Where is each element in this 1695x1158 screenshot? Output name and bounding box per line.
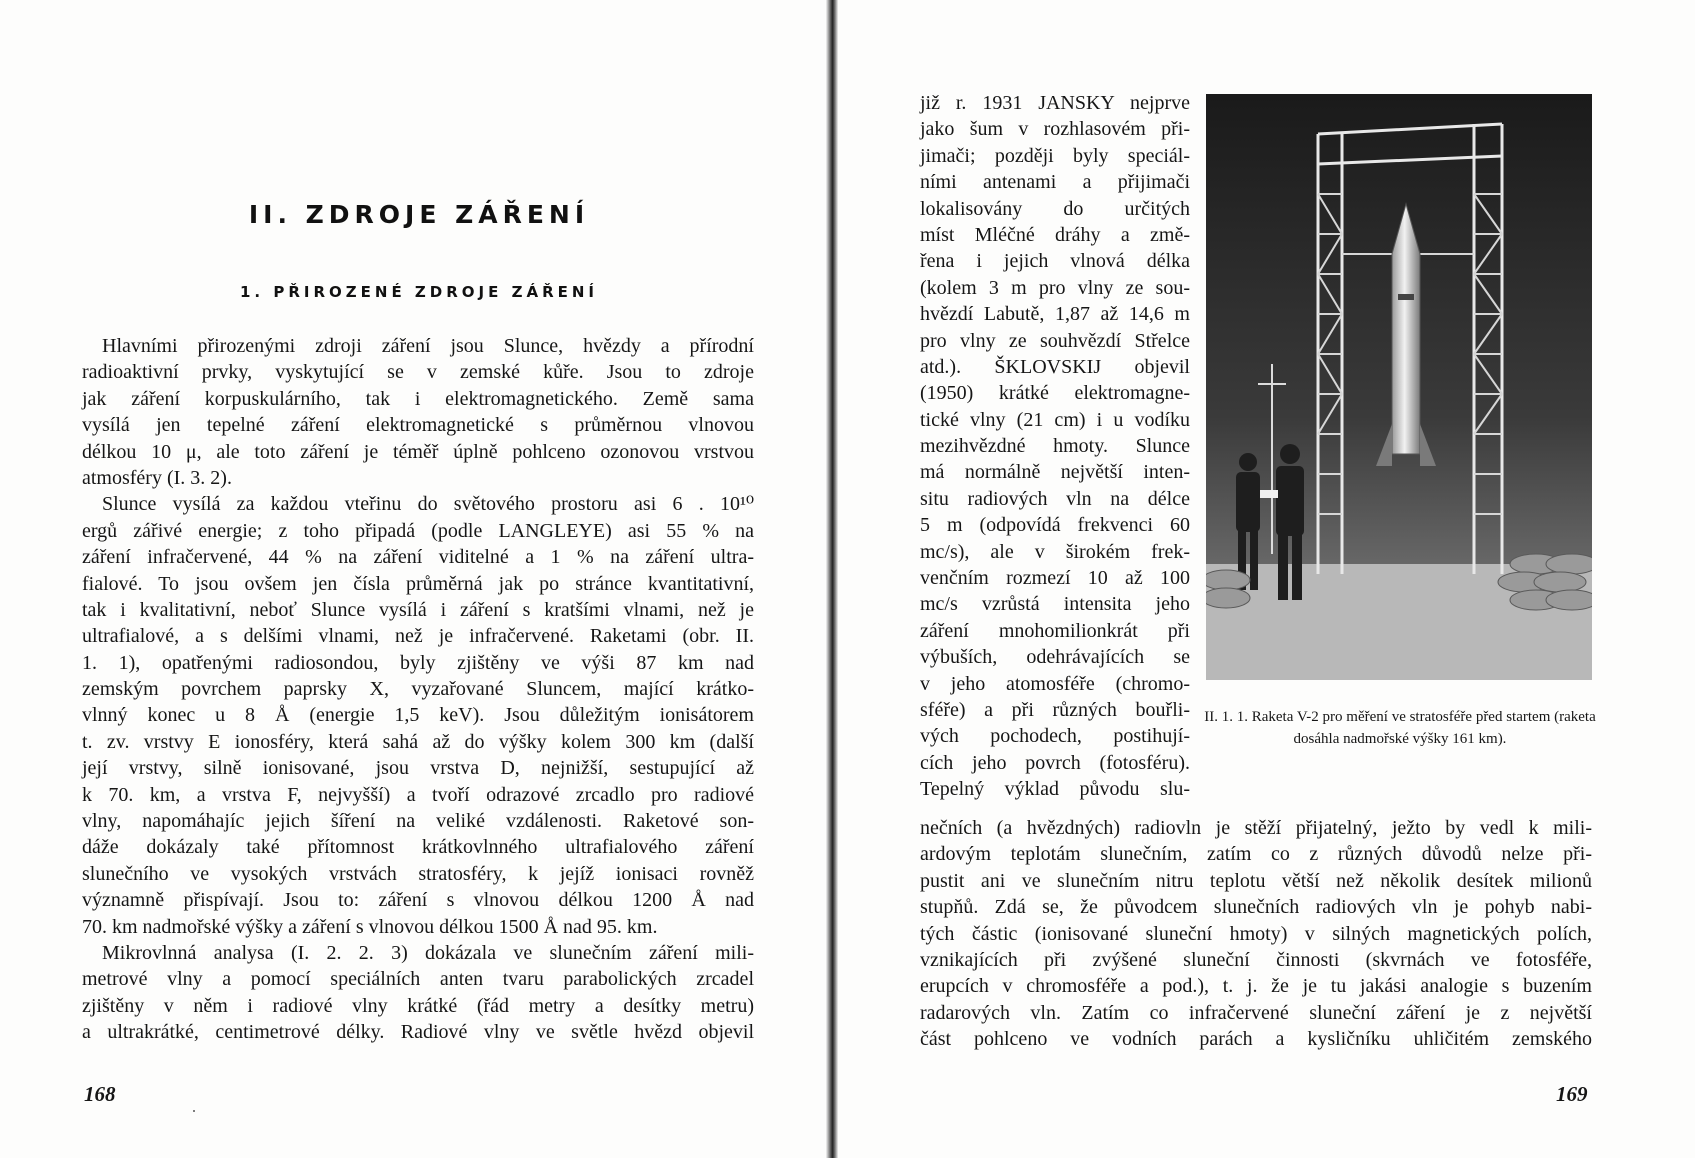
rocket-launch-illustration <box>1206 94 1592 680</box>
text-line: řena i jejich vlnová délka <box>920 250 1190 273</box>
text-line: míst Mléčné dráhy a změ- <box>920 223 1190 246</box>
text-line: stupňů. Zdá se, že původcem slunečních radiových vln je pohyb nabi- <box>920 896 1592 919</box>
text-line: tých částic (ionisované sluneční hmoty) v silných magnetických polích, <box>920 922 1592 945</box>
text-line: ardovým teplotám slunečním, zatím co z různých důvodů nelze při- <box>920 843 1592 866</box>
text-line: a ultrakrátké, centimetrové délky. Radiové vlny ve světle hvězd objevil <box>82 1021 754 1044</box>
text-line: vých pochodech, postihují- <box>920 725 1190 748</box>
text-line: 70. km nadmořské výšky a záření s vlnovou délkou 1500 Å nad 95. km. <box>82 915 658 938</box>
text-line: mezihvězdné hmoty. Slunce <box>920 435 1190 458</box>
text-line: vysílá jen tepelné záření elektromagnetické s průměrnou vlnovou <box>82 414 754 437</box>
figure-caption: II. 1. 1. Raketa V-2 pro měření ve stratosféře před startem (raketa dosáhla nadmořské výšky 161 km). <box>1204 709 1596 747</box>
text-line: venčním rozmezí 10 až 100 <box>920 567 1190 590</box>
rocket-v2-photo <box>1206 94 1592 680</box>
text-line: výbuších, odehrávajících se <box>920 646 1190 669</box>
text-line: tické vlny (21 cm) i u vodíku <box>920 408 1190 431</box>
text-line: t. zv. vrstvy E ionosféry, která sahá až do výšky kolem 300 km (další <box>82 730 754 753</box>
text-line: zjištěny v něm i radiové vlny krátké (řád metry a desítky metru) <box>82 994 754 1017</box>
text-line: ergů zářivé energie; z toho připadá (podle LANGLEYE) asi 55 % na <box>82 519 754 542</box>
text-line: pustit ani ve slunečním nitru teplotu větší než několik desítek milionů <box>920 869 1592 892</box>
text-line: již r. 1931 JANSKY nejprve <box>920 92 1190 114</box>
text-line: má normálně největší inten- <box>920 461 1190 484</box>
text-line: situ radiových vln na délce <box>920 487 1190 510</box>
text-line: cích jeho povrch (fotosféru). <box>920 751 1190 774</box>
text-line: radarových vln. Zatím co infračervené sluneční záření je z největší <box>920 1001 1592 1024</box>
text-line: jak záření korpuskulárního, tak i elektromagnetického. Země sama <box>82 387 754 410</box>
text-line: metrové vlny a pomocí speciálních anten tvaru parabolických zrcadel <box>82 968 754 991</box>
text-line: pro vlny ze souhvězdí Střelce <box>920 329 1190 352</box>
text-line: Hlavními přirozenými zdroji záření jsou Slunce, hvězdy a přírodní <box>102 335 754 357</box>
book-gutter <box>826 0 838 1158</box>
text-line: vlny, napomáhajíc jejich šíření na veliké vzdálenosti. Raketové son- <box>82 810 754 833</box>
text-line: ultrafialové, a s delšími vlnami, než je infračervené. Raketami (obr. II. <box>82 625 754 648</box>
text-line: Tepelný výklad původu slu- <box>920 778 1190 801</box>
text-line: tak i kvalitativní, neboť Slunce vysílá i záření s kratšími vlnami, než je <box>82 598 754 621</box>
text-line: atd.). ŠKLOVSKIJ objevil <box>920 355 1190 378</box>
text-line: 1. 1), opatřenými radiosondou, byly zjištěny ve výši 87 km nad <box>82 651 754 674</box>
text-line: zemským povrchem paprsky X, vyzařované Sluncem, mající krátko- <box>82 678 754 701</box>
text-line: (kolem 3 m pro vlny ze sou- <box>920 276 1190 299</box>
text-line: 5 m (odpovídá frekvenci 60 <box>920 514 1190 537</box>
text-line: záření mnohomilionkrát při <box>920 619 1190 642</box>
text-line: její vrstvy, silně ionisované, jsou vrstva D, nejnižší, sestupující až <box>82 757 754 780</box>
text-line: jako šum v rozhlasovém při- <box>920 118 1190 141</box>
page-number-right: 169 <box>1556 1082 1588 1106</box>
text-line: sféře) a při různých bouřli- <box>920 698 1190 721</box>
text-line: vlnný konec u 8 Å (energie 1,5 keV). Jsou důležitým ionisátorem <box>82 704 754 727</box>
text-line: k 70. km, a vrstva F, nejvyšší) a tvoří odrazové zrcadlo pro radiové <box>82 783 754 806</box>
text-line: ními antenami a přijimači <box>920 171 1190 194</box>
text-line: mc/s), ale v širokém frek- <box>920 540 1190 563</box>
text-line: záření infračervené, 44 % na záření viditelné a 1 % na záření ultra- <box>82 546 754 569</box>
text-line: mc/s vzrůstá intensita jeho <box>920 593 1190 616</box>
text-line: vznikajících při zvýšené sluneční činnosti (skvrnách ve fotosféře, <box>920 948 1592 971</box>
text-line: dáže dokázaly také přítomnost krátkovlnného ultrafialového záření <box>82 836 754 859</box>
text-line: nečních (a hvězdných) radiovln je stěží přijatelný, ježto by vedl k mili- <box>920 817 1592 839</box>
page-number-left: 168 <box>84 1082 116 1106</box>
text-line: část pohlceno ve vodních parách a kysličníku uhličitém zemského <box>920 1028 1592 1051</box>
text-line: významně přispívají. Jsou to: záření s vlnovou délkou 1200 Å nad <box>82 889 754 912</box>
section-title: 1. PŘIROZENÉ ZDROJE ZÁŘENÍ <box>239 283 599 301</box>
text-line: erupcích v chromosféře a pod.), t. j. že je tu jakási analogie s buzením <box>920 975 1592 998</box>
text-line: slunečního ve vysokých vrstvách stratosféry, k jejíž ionisaci rovněž <box>82 862 754 885</box>
chapter-title: II. ZDROJE ZÁŘENÍ <box>248 200 590 229</box>
text-line: délkou 10 μ, ale toto záření je téměř úplně pohlceno ozonovou vrstvou <box>82 440 754 463</box>
left-body-text <box>82 333 754 1046</box>
right-wrapped-text <box>920 90 1190 803</box>
print-speck <box>193 1110 195 1112</box>
text-line: radioaktivní prvky, vyskytující se v zemské kůře. Jsou to zdroje <box>82 361 754 384</box>
right-body-text <box>920 815 1592 1053</box>
text-line: Slunce vysílá za každou vteřinu do světového prostoru asi 6 . 10¹⁰ <box>102 493 754 516</box>
text-line: Mikrovlnná analysa (I. 2. 2. 3) dokázala ve slunečním záření mili- <box>102 941 754 964</box>
text-line: atmosféry (I. 3. 2). <box>82 466 232 489</box>
text-line: hvězdí Labutě, 1,87 až 14,6 m <box>920 303 1190 326</box>
text-line: v jeho atomosféře (chromo- <box>920 672 1190 695</box>
text-line: fialové. To jsou ovšem jen čísla průměrná jak po stránce kvantitativní, <box>82 572 754 595</box>
text-line: jimači; později byly speciál- <box>920 144 1190 167</box>
text-line: lokalisovány do určitých <box>920 197 1190 220</box>
text-line: (1950) krátké elektromagne- <box>920 382 1190 405</box>
